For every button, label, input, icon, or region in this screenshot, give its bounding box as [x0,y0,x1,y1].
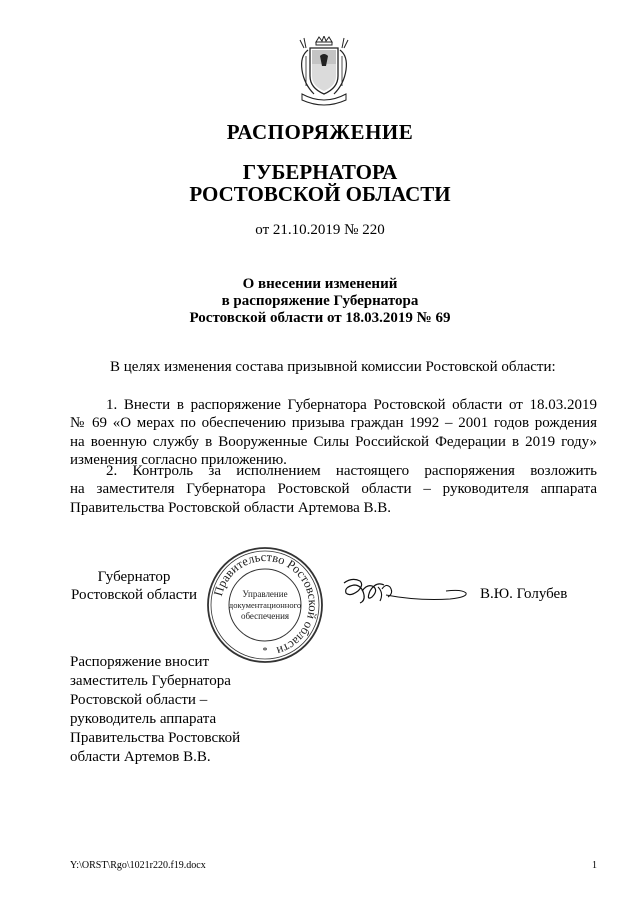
handwritten-signature [338,575,473,615]
stamp-ring-text: Правительство Ростовской области [211,549,321,659]
introduced-by-note [70,653,260,767]
stamp-inner-line-1: Управление [242,589,288,599]
stamp-star-icon: * [262,646,268,657]
paragraph-1-line: изменения согласно приложению. [70,452,287,469]
introduced-by-line: области Артемов В.В. [70,749,211,765]
signer-name: В.Ю. Голубев [480,586,568,602]
subject-line-3: Ростовской области от 18.03.2019 № 69 [189,310,451,326]
paragraph-2-line: 2. Контроль за исполнением настоящего распоряжения возложить [106,463,597,479]
preamble-text: В целях изменения состава призывной комиссии Ростовской области: [110,359,556,375]
paragraph-1-line: 1. Внести в распоряжение Губернатора Ростовской области от 18.03.2019 [106,397,597,413]
introduced-by-line: руководитель аппарата [70,711,217,727]
document-type-title: РАСПОРЯЖЕНИЕ [226,120,414,144]
document-date-number: от 21.10.2019 № 220 [255,222,385,238]
paragraph-1 [70,396,597,470]
paragraph-1-line: № 69 «О мерах по обеспечению призыва граждан 1992 – 2001 годов рождения [70,415,597,432]
introduced-by-line: Ростовской области – [70,692,208,708]
paragraph-2-line: Правительства Ростовской области Артемова В.В. [70,499,391,516]
footer-page-number: 1 [592,860,597,871]
signatory-position-line-2: Ростовской области [71,587,197,603]
footer-file-path: Y:\ORST\Rgo\1021r220.f19.docx [70,860,206,871]
stamp-inner-line-3: обеспечения [240,611,290,621]
issuer-title-line-1: ГУБЕРНАТОРА [242,160,398,184]
introduced-by-line: заместитель Губернатора [70,673,231,689]
signatory-position-line-1: Губернатор [97,569,171,585]
subject-line-2: в распоряжение Губернатора [221,293,419,309]
paragraph-1-line: на военную службу в Вооруженные Силы Российской Федерации в 2019 году» [70,433,597,450]
paragraph-2 [70,462,597,517]
coat-of-arms-emblem [296,36,352,108]
issuer-title-line-2: РОСТОВСКОЙ ОБЛАСТИ [189,182,451,206]
subject-line-1: О внесении изменений [242,276,398,292]
official-round-stamp [205,545,325,665]
paragraph-2-line: на заместителя Губернатора Ростовской области – руководителя аппарата [70,481,597,498]
introduced-by-line: Распоряжение вносит [70,654,210,670]
introduced-by-line: Правительства Ростовской [70,730,241,746]
stamp-inner-line-2: документационного [228,600,302,610]
signatory-position [70,568,198,604]
